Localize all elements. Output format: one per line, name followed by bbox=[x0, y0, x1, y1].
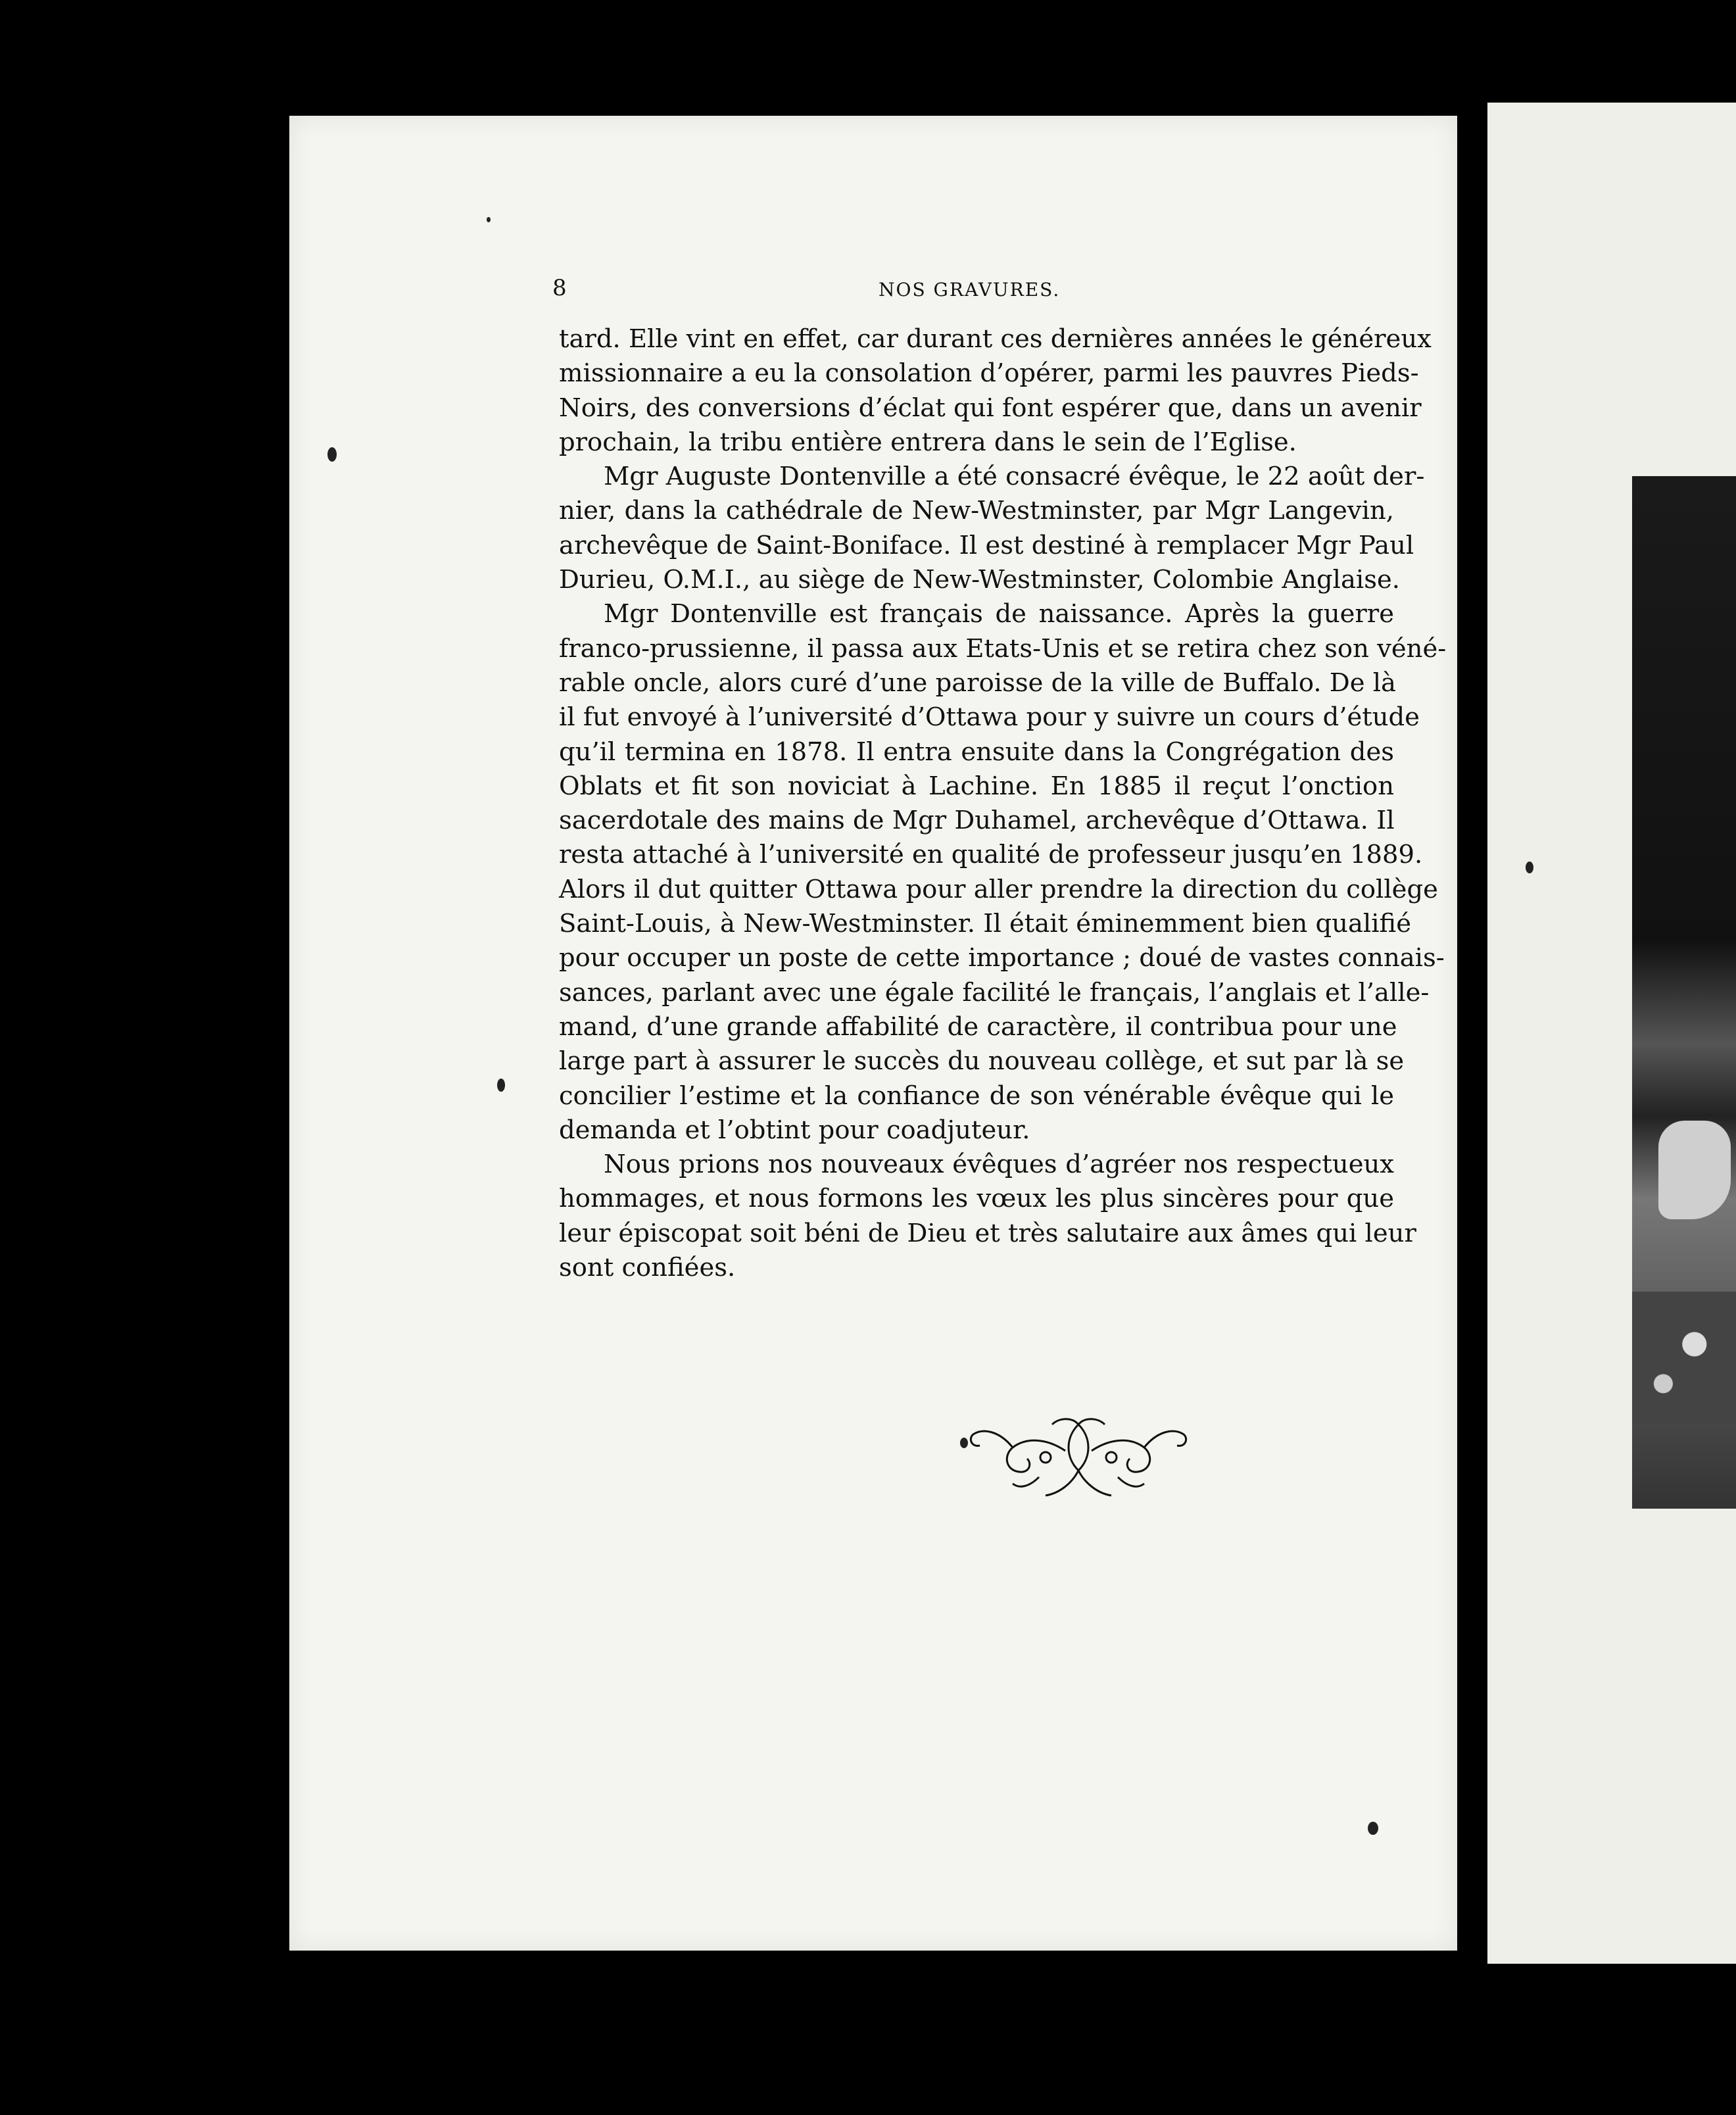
paper-speck bbox=[1526, 862, 1533, 873]
paragraph-4 bbox=[559, 1148, 1416, 1285]
text-line: sances, parlant avec une égale facilité le français, l’anglais et l’alle- bbox=[559, 977, 1430, 1008]
page-number: 8 bbox=[552, 275, 567, 301]
paper-speck bbox=[1368, 1822, 1378, 1835]
paper-speck bbox=[960, 1438, 968, 1448]
text-line: Mgr Dontenville est français de naissance. Après la guerre bbox=[604, 599, 1394, 629]
running-title: NOS GRAVURES. bbox=[879, 279, 1061, 301]
text-line: pour occuper un poste de cette importance ; doué de vastes connais- bbox=[559, 943, 1445, 973]
engraving-hand-detail bbox=[1658, 1121, 1731, 1219]
text-line: prochain, la tribu entière entrera dans le sein de l’Eglise. bbox=[559, 427, 1297, 457]
text-line: concilier l’estime et la confiance de son vénérable évêque qui le bbox=[559, 1081, 1394, 1111]
text-line: il fut envoyé à l’université d’Ottawa pour y suivre un cours d’étude bbox=[559, 702, 1420, 733]
paper-speck bbox=[497, 1079, 505, 1092]
paragraph-2 bbox=[559, 460, 1425, 597]
text-line: rable oncle, alors curé d’une paroisse de la ville de Buffalo. De là bbox=[559, 668, 1397, 698]
text-line: sacerdotale des mains de Mgr Duhamel, archevêque d’Ottawa. Il bbox=[559, 806, 1395, 836]
text-line: hommages, et nous formons les vœux les plus sincères pour que bbox=[559, 1184, 1394, 1214]
text-line: archevêque de Saint-Boniface. Il est destiné à remplacer Mgr Paul bbox=[559, 530, 1414, 560]
text-line: Mgr Auguste Dontenville a été consacré évêque, le 22 août der- bbox=[604, 462, 1425, 492]
text-line: resta attaché à l’université en qualité de professeur jusqu’en 1889. bbox=[559, 840, 1423, 870]
paper-speck bbox=[327, 447, 337, 462]
text-line: Nous prions nos nouveaux évêques d’agréer nos respectueux bbox=[604, 1150, 1394, 1180]
engraving-plate bbox=[1632, 476, 1736, 1509]
text-line: nier, dans la cathédrale de New-Westminster, par Mgr Langevin, bbox=[559, 496, 1394, 526]
text-line: mand, d’une grande affabilité de caractère, il contribua pour une bbox=[559, 1011, 1397, 1042]
floral-tailpiece-icon bbox=[967, 1411, 1190, 1503]
text-line: sont confiées. bbox=[559, 1253, 736, 1283]
text-line: missionnaire a eu la consolation d’opérer, parmi les pauvres Pieds- bbox=[559, 358, 1419, 389]
engraving-lace-detail bbox=[1632, 1292, 1736, 1423]
text-line: tard. Elle vint en effet, car durant ces dernières années le généreux bbox=[559, 324, 1432, 354]
paragraph-3 bbox=[559, 597, 1447, 1148]
paragraph-1 bbox=[559, 322, 1432, 460]
text-line: Noirs, des conversions d’éclat qui font espérer que, dans un avenir bbox=[559, 393, 1422, 423]
text-line: Saint-Louis, à New-Westminster. Il était éminemment bien qualifié bbox=[559, 909, 1411, 939]
text-line: Alors il dut quitter Ottawa pour aller prendre la direction du collège bbox=[559, 874, 1438, 904]
text-line: franco-prussienne, il passa aux Etats-Unis et se retira chez son véné- bbox=[559, 633, 1447, 664]
text-line: Oblats et fit son noviciat à Lachine. En 1885 il reçut l’onction bbox=[559, 771, 1394, 801]
paper-speck bbox=[487, 217, 491, 222]
text-line: large part à assurer le succès du nouveau collège, et sut par là se bbox=[559, 1046, 1405, 1077]
body-text bbox=[559, 322, 1447, 1285]
running-head bbox=[552, 275, 1407, 314]
text-line: leur épiscopat soit béni de Dieu et très salutaire aux âmes qui leur bbox=[559, 1218, 1416, 1248]
text-line: demanda et l’obtint pour coadjuteur. bbox=[559, 1115, 1030, 1145]
text-line: qu’il termina en 1878. Il entra ensuite dans la Congrégation des bbox=[559, 737, 1394, 767]
text-line: Durieu, O.M.I., au siège de New-Westminster, Colombie Anglaise. bbox=[559, 565, 1401, 595]
